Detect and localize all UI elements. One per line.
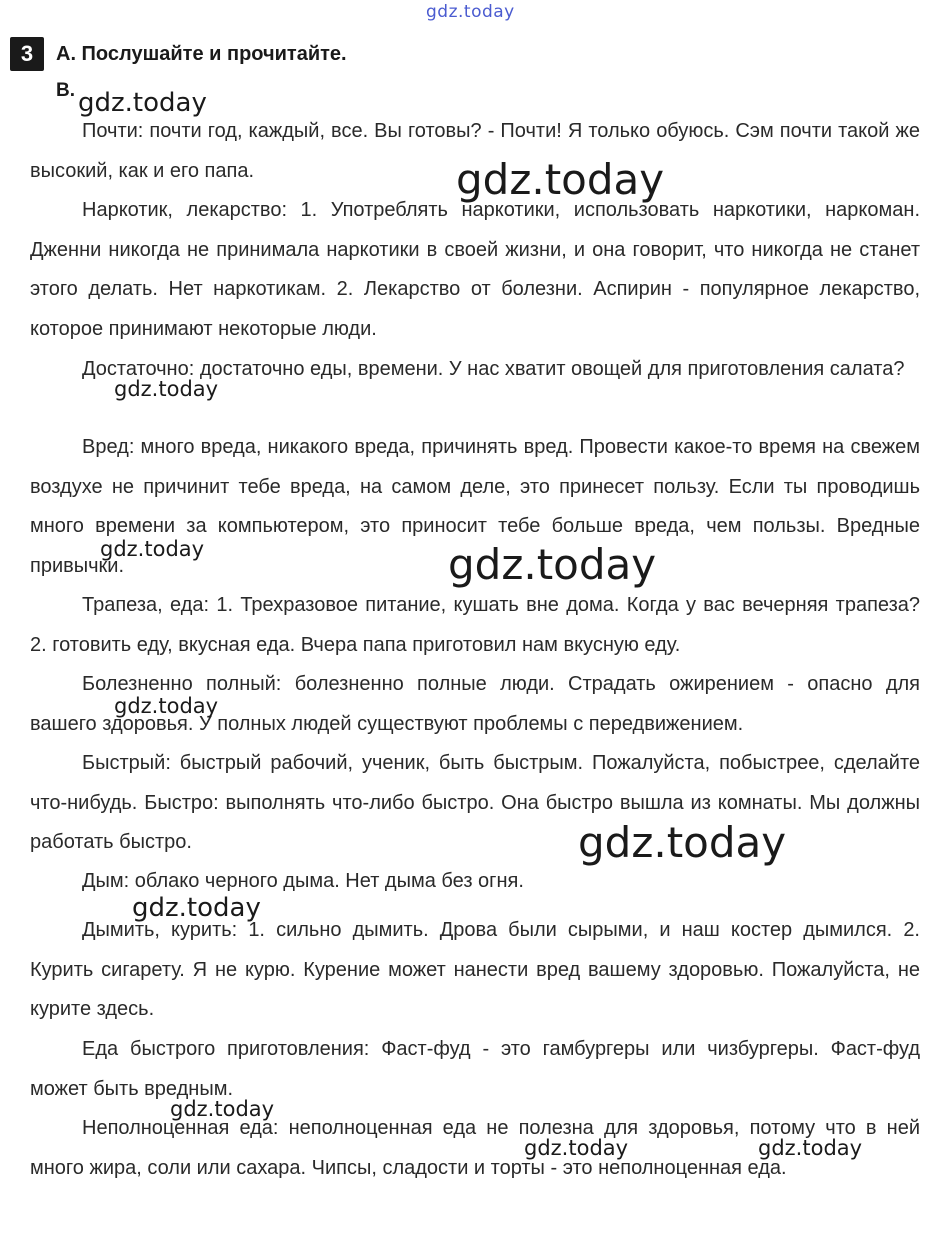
section-label-b: B. [56, 80, 75, 101]
watermark-text: gdz.today [170, 1097, 275, 1121]
paragraph-4: Вред: много вреда, никакого вреда, причинять вред. Провести какое-то время на свежем воздухе не причинит тебе вреда, на самом деле, это принесет пользу. Если ты проводишь много времени за компьютером, это приносит тебе больше вреда, чем пользы. Вредные привычки. [30, 436, 920, 577]
paragraph-1: Почти: почти год, каждый, все. Вы готовы? - Почти! Я только обуюсь. Сэм почти такой же высокий, как и его папа. [30, 120, 920, 182]
exercise-number-badge: 3 [10, 37, 44, 71]
watermark-text: gdz.today [78, 88, 207, 118]
paragraph-5: Трапеза, еда: 1. Трехразовое питание, кушать вне дома. Когда у вас вечерняя трапеза? 2. готовить еду, вкусная еда. Вчера папа приготовил нам вкусную еду. [30, 594, 920, 656]
paragraph-8: Дым: облако черного дыма. Нет дыма без огня. [82, 870, 524, 892]
exercise-header [10, 36, 347, 72]
watermark-text: gdz.today [758, 1136, 863, 1160]
paragraph-3: Достаточно: достаточно еды, времени. У нас хватит овощей для приготовления салата? [82, 358, 905, 380]
watermark-text: gdz.today [456, 155, 665, 204]
watermark-text: gdz.today [100, 537, 205, 561]
watermark-text: gdz.today [114, 377, 219, 401]
paragraph-7: Быстрый: быстрый рабочий, ученик, быть быстрым. Пожалуйста, побыстрее, сделайте что-нибудь. Быстро: выполнять что-либо быстро. Она быстро вышла из комнаты. Мы должны работать быстро. [30, 752, 920, 854]
watermark-text: gdz.today [524, 1136, 629, 1160]
paragraph-10: Еда быстрого приготовления: Фаст-фуд - это гамбургеры или чизбургеры. Фаст-фуд может быть вредным. [30, 1038, 920, 1100]
watermark-text: gdz.today [448, 540, 657, 589]
watermark-text: gdz.today [114, 694, 219, 718]
paragraph-2: Наркотик, лекарство: 1. Употреблять наркотики, использовать наркотики, наркоман. Дженни никогда не принимала наркотики в своей жизни, и она говорит, что никогда не станет этого делать. Нет наркотикам. 2. Лекарство от болезни. Аспирин - популярное лекарство, которое принимают некоторые люди. [30, 199, 920, 340]
paragraph-6: Болезненно полный: болезненно полные люди. Страдать ожирением - опасно для вашего здоровья. У полных людей существуют проблемы с передвижением. [30, 673, 920, 735]
exercise-title: A. Послушайте и прочитайте. [56, 42, 347, 65]
watermark-text: gdz.today [132, 893, 261, 923]
watermark-text: gdz.today [578, 818, 787, 867]
paragraph-9: Дымить, курить: 1. сильно дымить. Дрова были сырыми, и наш костер дымился. 2. Курить сигарету. Я не курю. Курение может нанести вред вашему здоровью. Пожалуйста, не курите здесь. [30, 919, 920, 1021]
top-watermark: gdz.today [426, 2, 515, 22]
paragraph-11: Неполноценная еда: неполноценная еда не полезна для здоровья, потому что в ней много жира, соли или сахара. Чипсы, сладости и торты - это неполноценная еда. [30, 1117, 920, 1179]
